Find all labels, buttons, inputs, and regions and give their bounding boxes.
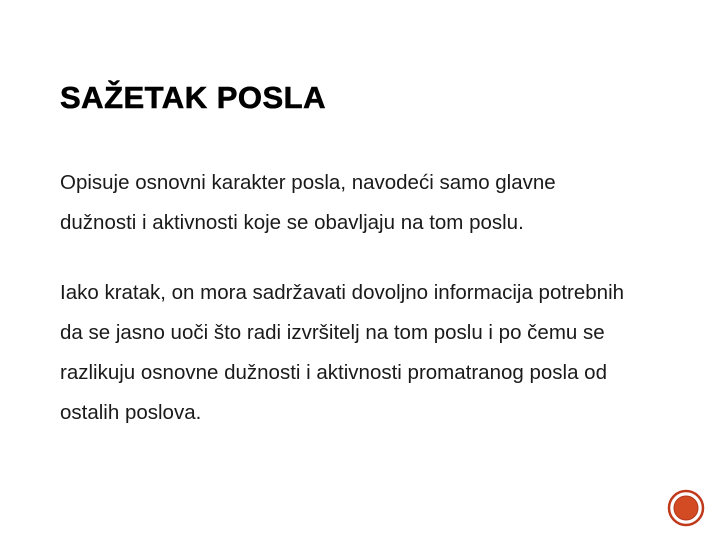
body-paragraph-4: da se jasno uoči što radi izvršitelj na tom poslu i po čemu se (60, 321, 605, 344)
slide-body (60, 168, 670, 427)
body-paragraph-6: ostalih poslova. (60, 401, 202, 424)
body-paragraph-5: razlikuju osnovne dužnosti i aktivnosti promatranog posla od (60, 361, 607, 384)
circle-nav-icon[interactable] (667, 489, 705, 527)
slide-title: SAŽETAK POSLA (60, 80, 326, 115)
body-paragraph-3: Iako kratak, on mora sadržavati dovoljno informacija potrebnih (60, 281, 625, 304)
body-paragraph-2: dužnosti i aktivnosti koje se obavljaju na tom poslu. (60, 211, 524, 234)
body-paragraph-1: Opisuje osnovni karakter posla, navodeći samo glavne (60, 171, 556, 194)
